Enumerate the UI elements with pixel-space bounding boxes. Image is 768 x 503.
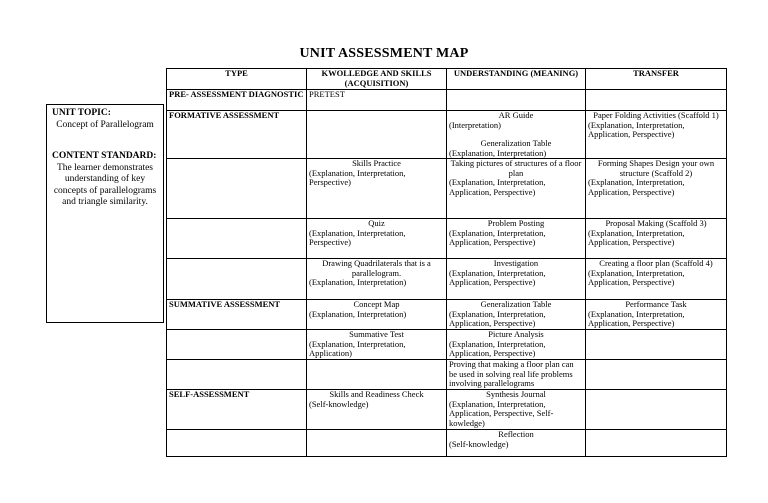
knowledge-title: Skills Practice (352, 158, 401, 168)
understanding-cell (447, 300, 586, 330)
knowledge-cell (307, 430, 447, 457)
understanding-title: AR Guide (498, 110, 534, 120)
header-type: TYPE (167, 69, 307, 90)
transfer-cell (586, 159, 727, 219)
understanding-desc: (Explanation, Interpretation, Application, Perspective) (449, 338, 546, 358)
understanding-cell (447, 390, 586, 430)
type-label: SELF-ASSESSMENT (169, 389, 250, 399)
transfer-desc: (Explanation, Interpretation, Application, Perspective) (588, 267, 685, 287)
understanding-cell (447, 259, 586, 300)
understanding-desc: (Explanation, Interpretation, Application, Perspective) (449, 177, 546, 197)
knowledge-cell (307, 330, 447, 360)
type-label: FORMATIVE ASSESSMENT (169, 110, 280, 120)
understanding-title: Generalization Table (480, 299, 552, 309)
knowledge-desc: (Explanation, Interpretation) (309, 308, 407, 319)
knowledge-title: PRETEST (309, 89, 345, 99)
type-label: PRE- ASSESSMENT DIAGNOSTIC (169, 89, 304, 99)
unit-topic-label: UNIT TOPIC: (52, 108, 111, 118)
table-row (167, 430, 727, 457)
transfer-title: Performance Task (625, 299, 687, 309)
transfer-cell (586, 430, 727, 457)
transfer-cell (586, 360, 727, 390)
knowledge-desc: (Self-knowledge) (309, 398, 369, 409)
understanding-title: Investigation (493, 258, 539, 268)
knowledge-cell (307, 111, 447, 159)
understanding-cell (447, 430, 586, 457)
transfer-cell (586, 90, 727, 111)
type-cell (167, 159, 307, 219)
understanding-title: Synthesis Journal (486, 389, 546, 399)
understanding-desc: (Self-knowledge) (449, 438, 509, 449)
table-row (167, 300, 727, 330)
knowledge-cell (307, 159, 447, 219)
understanding-cell (447, 90, 586, 111)
type-cell (167, 111, 307, 159)
table-row (167, 111, 727, 159)
content-standard-value: The learner demonstrates understanding of key concepts of parallelograms and triangle similarity. (53, 162, 157, 207)
transfer-title: Forming Shapes Design your own structure (Scaffold 2) (597, 158, 715, 178)
table-row (167, 159, 727, 219)
understanding-title: Taking pictures of structures of a floor plan (450, 158, 582, 178)
understanding-desc: (Explanation, Interpretation, Application, Perspective, Self-kowledge) (449, 398, 554, 428)
knowledge-cell (307, 360, 447, 390)
table-body (167, 90, 727, 457)
understanding-title: Problem Posting (487, 218, 545, 228)
understanding-cell (447, 219, 586, 259)
unit-topic-value: Concept of Parallelogram (56, 119, 154, 130)
understanding-desc: (Explanation, Interpretation, Application, Perspective) (449, 227, 546, 247)
knowledge-cell (307, 219, 447, 259)
transfer-cell (586, 300, 727, 330)
understanding-cell (447, 159, 586, 219)
content-standard-label: CONTENT STANDARD: (52, 151, 157, 161)
table-header-row (167, 69, 727, 90)
transfer-desc: (Explanation, Interpretation, Application, Perspective) (588, 177, 685, 197)
assessment-map-table (166, 68, 727, 457)
knowledge-cell (307, 300, 447, 330)
type-cell (167, 259, 307, 300)
transfer-title: Paper Folding Activities (Scaffold 1) (593, 110, 719, 120)
understanding-desc-2: (Explanation, Interpretation) (449, 147, 547, 158)
knowledge-title: Summative Test (349, 329, 404, 339)
transfer-cell (586, 259, 727, 300)
type-cell (167, 360, 307, 390)
header-transfer: TRANSFER (586, 69, 727, 90)
type-cell (167, 430, 307, 457)
page-title: UNIT ASSESSMENT MAP (299, 46, 469, 61)
header-knowledge: KWOLLEDGE AND SKILLS (ACQUISITION) (307, 69, 447, 90)
understanding-desc: Proving that making a floor plan can be used in solving real life problems involving parallelograms (449, 359, 574, 388)
unit-topic-box (46, 104, 164, 323)
understanding-desc: (Interpretation) (449, 119, 501, 130)
knowledge-title: Skills and Readiness Check (329, 389, 424, 399)
transfer-desc: (Explanation, Interpretation, Application, Perspective) (588, 227, 685, 247)
transfer-desc: (Explanation, Interpretation, Application, Perspective) (588, 119, 685, 139)
transfer-cell (586, 390, 727, 430)
understanding-desc: (Explanation, Interpretation, Application, Perspective) (449, 308, 546, 328)
table-row (167, 390, 727, 430)
understanding-desc: (Explanation, Interpretation, Application, Perspective) (449, 267, 546, 287)
understanding-title: Picture Analysis (488, 329, 544, 339)
table-row (167, 90, 727, 111)
knowledge-title: Quiz (368, 218, 385, 228)
table-row (167, 259, 727, 300)
transfer-desc: (Explanation, Interpretation, Application, Perspective) (588, 308, 685, 328)
understanding-title: Reflection (498, 429, 534, 439)
knowledge-desc: (Explanation, Interpretation, Perspective) (309, 227, 406, 247)
transfer-title: Creating a floor plan (Scaffold 4) (599, 258, 713, 268)
knowledge-desc: (Explanation, Interpretation) (309, 277, 407, 287)
table-row (167, 330, 727, 360)
type-label: SUMMATIVE ASSESSMENT (169, 299, 281, 309)
type-cell (167, 300, 307, 330)
table-row (167, 360, 727, 390)
understanding-cell (447, 360, 586, 390)
knowledge-cell (307, 259, 447, 300)
knowledge-title: Drawing Quadrilaterals that is a parallelogram. (322, 258, 431, 278)
table-row (167, 219, 727, 259)
type-cell (167, 90, 307, 111)
header-understanding: UNDERSTANDING (MEANING) (447, 69, 586, 90)
type-cell (167, 219, 307, 259)
knowledge-cell (307, 390, 447, 430)
knowledge-desc: (Explanation, Interpretation, Application) (309, 338, 406, 358)
knowledge-title: Concept Map (353, 299, 400, 309)
understanding-cell (447, 330, 586, 360)
understanding-cell (447, 111, 586, 159)
type-cell (167, 390, 307, 430)
transfer-cell (586, 111, 727, 159)
type-cell (167, 330, 307, 360)
knowledge-desc: (Explanation, Interpretation, Perspective) (309, 167, 406, 187)
transfer-title: Proposal Making (Scaffold 3) (605, 218, 707, 228)
knowledge-cell (307, 90, 447, 111)
transfer-cell (586, 219, 727, 259)
transfer-cell (586, 330, 727, 360)
understanding-title-2: Generalization Table (480, 138, 552, 148)
